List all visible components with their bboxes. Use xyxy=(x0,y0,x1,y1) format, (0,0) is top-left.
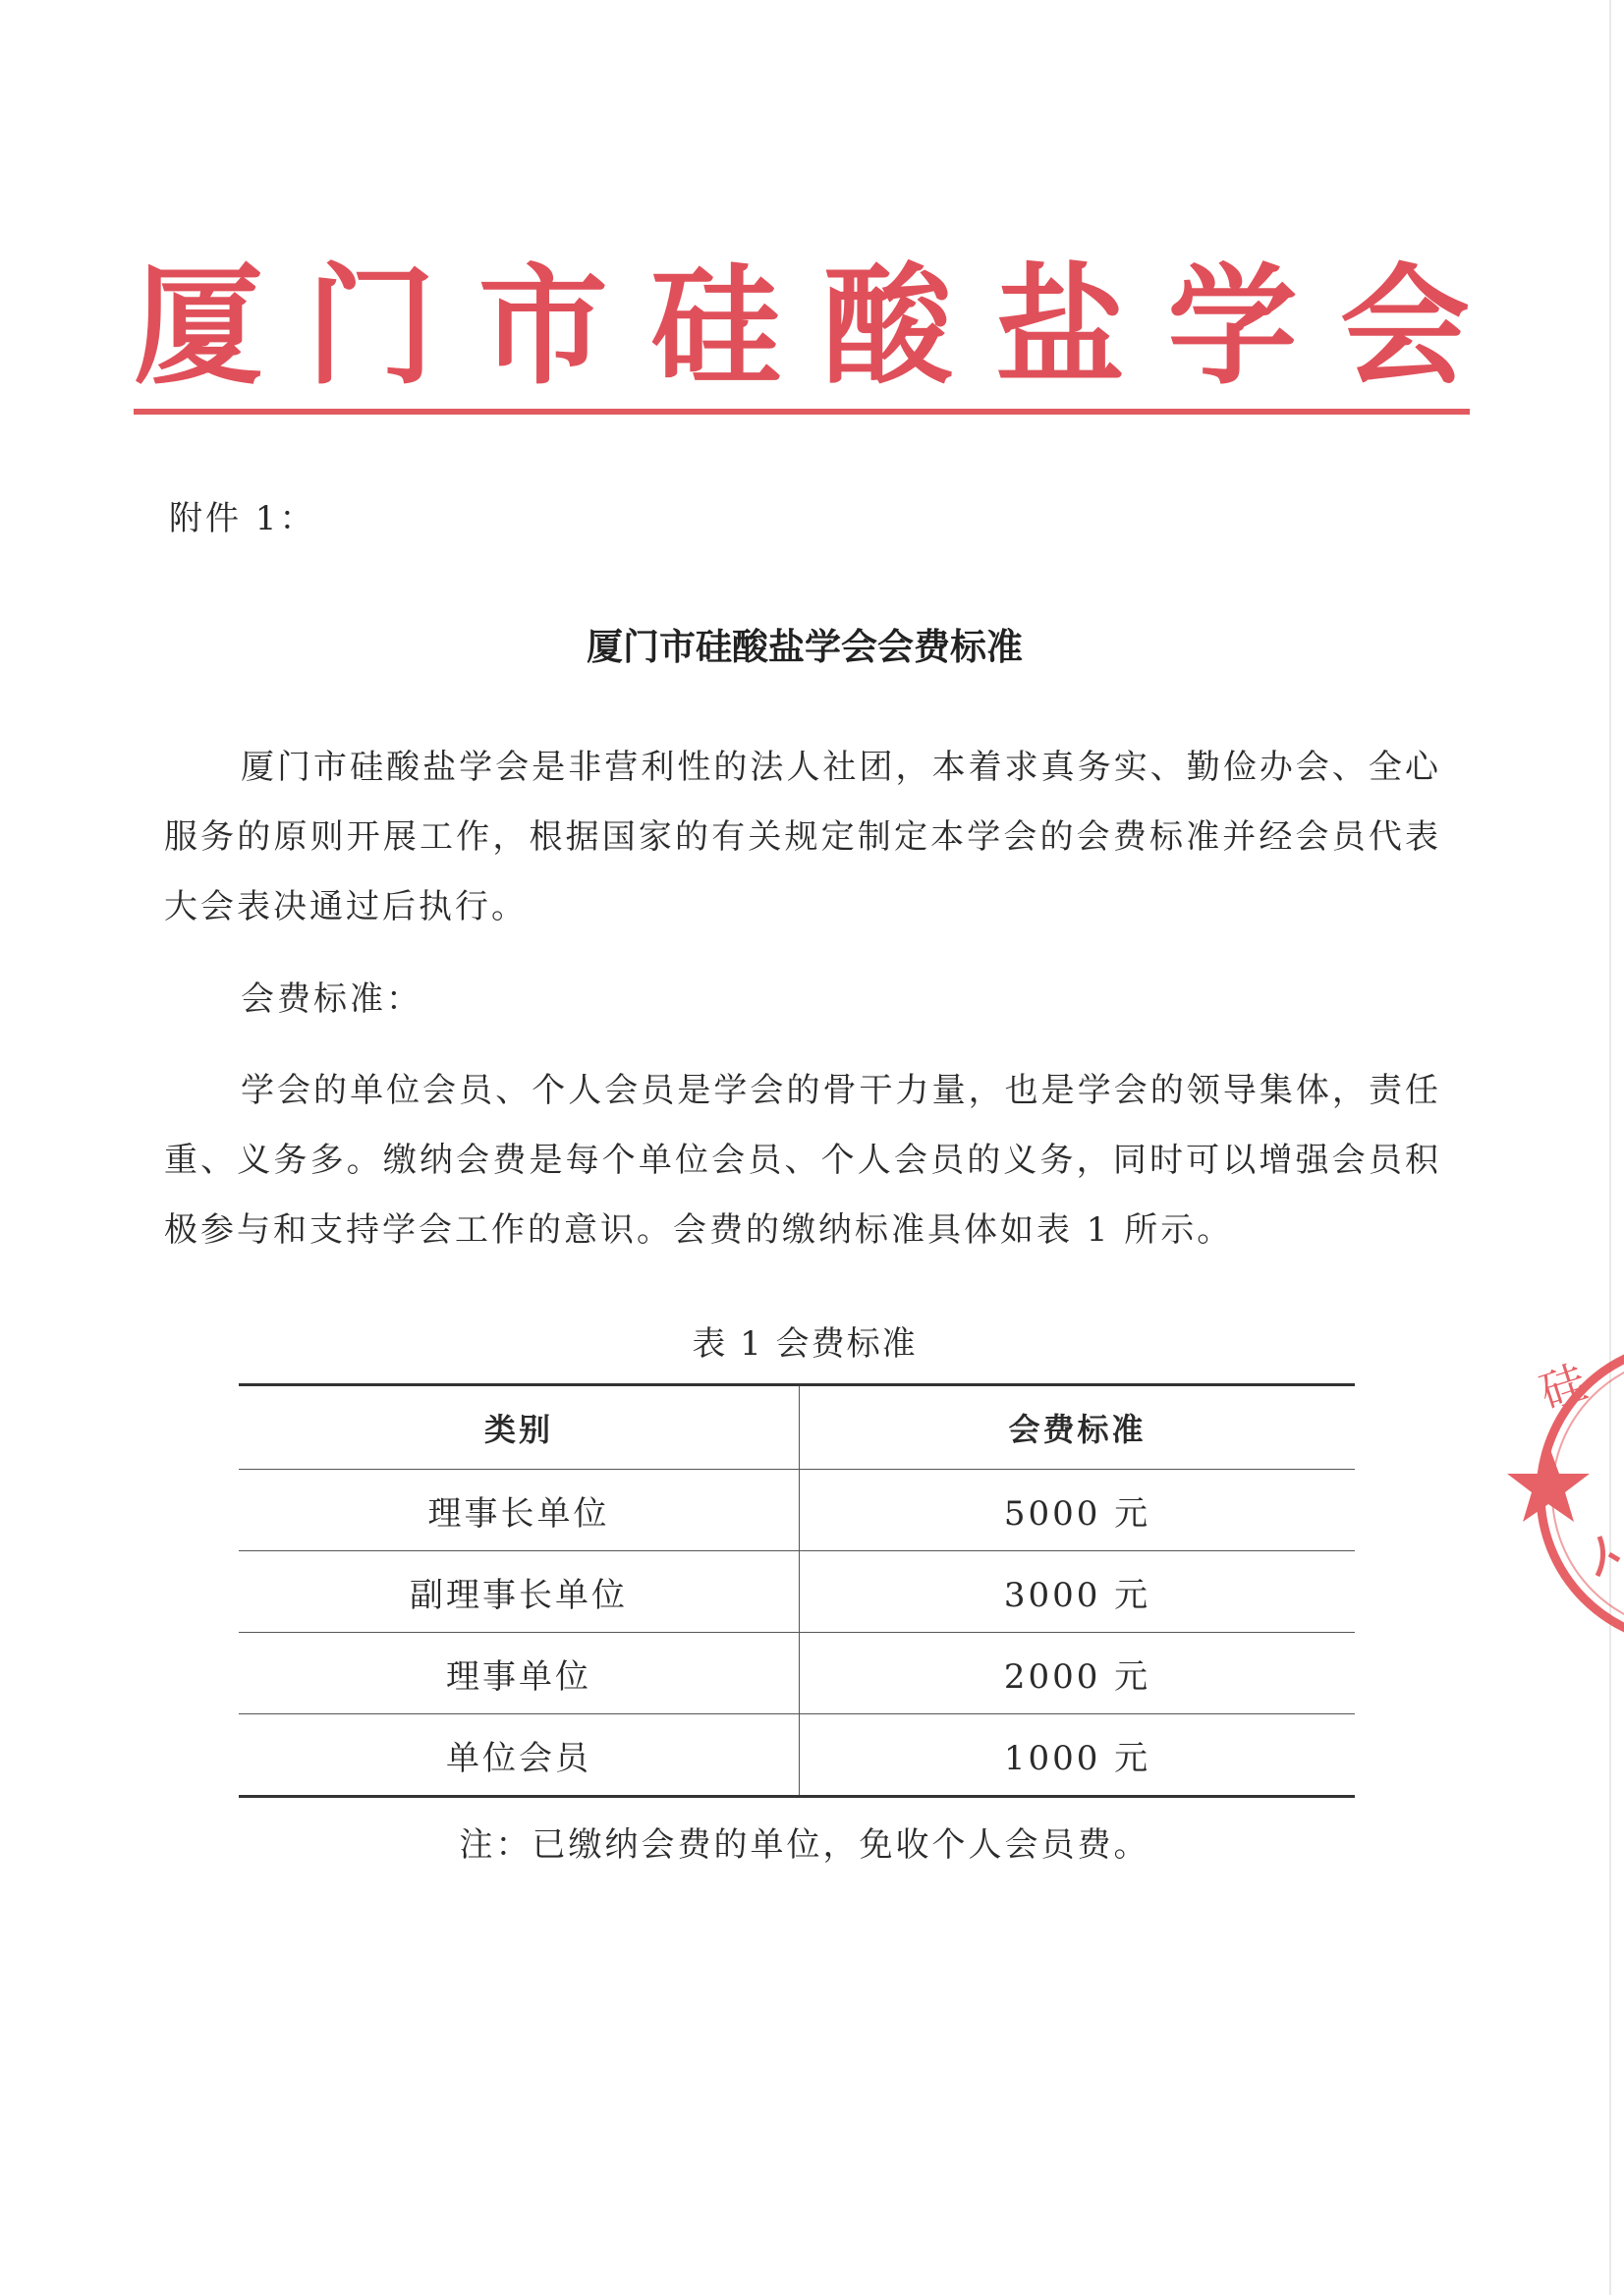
table-note: 注：已缴纳会费的单位，免收个人会员费。 xyxy=(459,1825,1150,1865)
letterhead-char: 盐 xyxy=(995,251,1126,403)
table-cell-category: 理事单位 xyxy=(239,1633,800,1714)
table-row xyxy=(239,1714,1355,1797)
seal-stamp-icon xyxy=(1484,1326,1624,1660)
table-cell-fee: 3000 元 xyxy=(800,1551,1356,1633)
table-row xyxy=(239,1633,1355,1714)
table-cell-category: 单位会员 xyxy=(239,1714,800,1797)
official-seal xyxy=(1484,1326,1624,1660)
attachment-label: 附件 1： xyxy=(169,499,316,538)
fee-table xyxy=(239,1383,1355,1798)
member-duty-paragraph: 学会的单位会员、个人会员是学会的骨干力量，也是学会的领导集体，责任重、义务多。缴纳会费是每个单位会员、个人会员的义务，同时可以增强会员积极参与和支持学会工作的意识。会费的缴纳标准具体如表 1 所示。 xyxy=(164,1071,1441,1250)
table-cell-fee: 1000 元 xyxy=(800,1714,1356,1797)
letterhead-title xyxy=(134,253,1470,401)
table-header-row xyxy=(239,1385,1355,1470)
letterhead-rule xyxy=(134,409,1470,415)
letterhead xyxy=(134,253,1470,411)
table-row xyxy=(239,1551,1355,1633)
table-cell-fee: 2000 元 xyxy=(800,1633,1356,1714)
letterhead-char: 硅 xyxy=(650,251,781,403)
document-title: 厦门市硅酸盐学会会费标准 xyxy=(587,626,1023,668)
seal-text: 硅 xyxy=(1533,1354,1594,1420)
letterhead-char: 门 xyxy=(306,251,436,403)
intro-paragraph: 厦门市硅酸盐学会是非营利性的法人社团，本着求真务实、勤俭办会、全心服务的原则开展工作，根据国家的有关规定制定本学会的会费标准并经会员代表大会表决通过后执行。 xyxy=(164,748,1441,926)
letterhead-char: 酸 xyxy=(822,251,953,403)
table-caption: 表 1 会费标准 xyxy=(692,1324,918,1364)
column-header-category: 类别 xyxy=(239,1385,800,1470)
letterhead-char: 厦 xyxy=(134,251,263,403)
seal-star-icon xyxy=(1507,1444,1590,1522)
table-cell-fee: 5000 元 xyxy=(800,1470,1356,1551)
table-cell-category: 理事长单位 xyxy=(239,1470,800,1551)
letterhead-char: 市 xyxy=(477,251,608,403)
table-cell-category: 副理事长单位 xyxy=(239,1551,800,1633)
table-row xyxy=(239,1470,1355,1551)
letterhead-char: 学 xyxy=(1167,251,1298,403)
fee-standard-heading: 会费标准： xyxy=(241,980,422,1019)
page-edge-line xyxy=(1609,0,1611,2295)
column-header-fee: 会费标准 xyxy=(1008,1411,1147,1448)
letterhead-char: 会 xyxy=(1339,251,1470,403)
